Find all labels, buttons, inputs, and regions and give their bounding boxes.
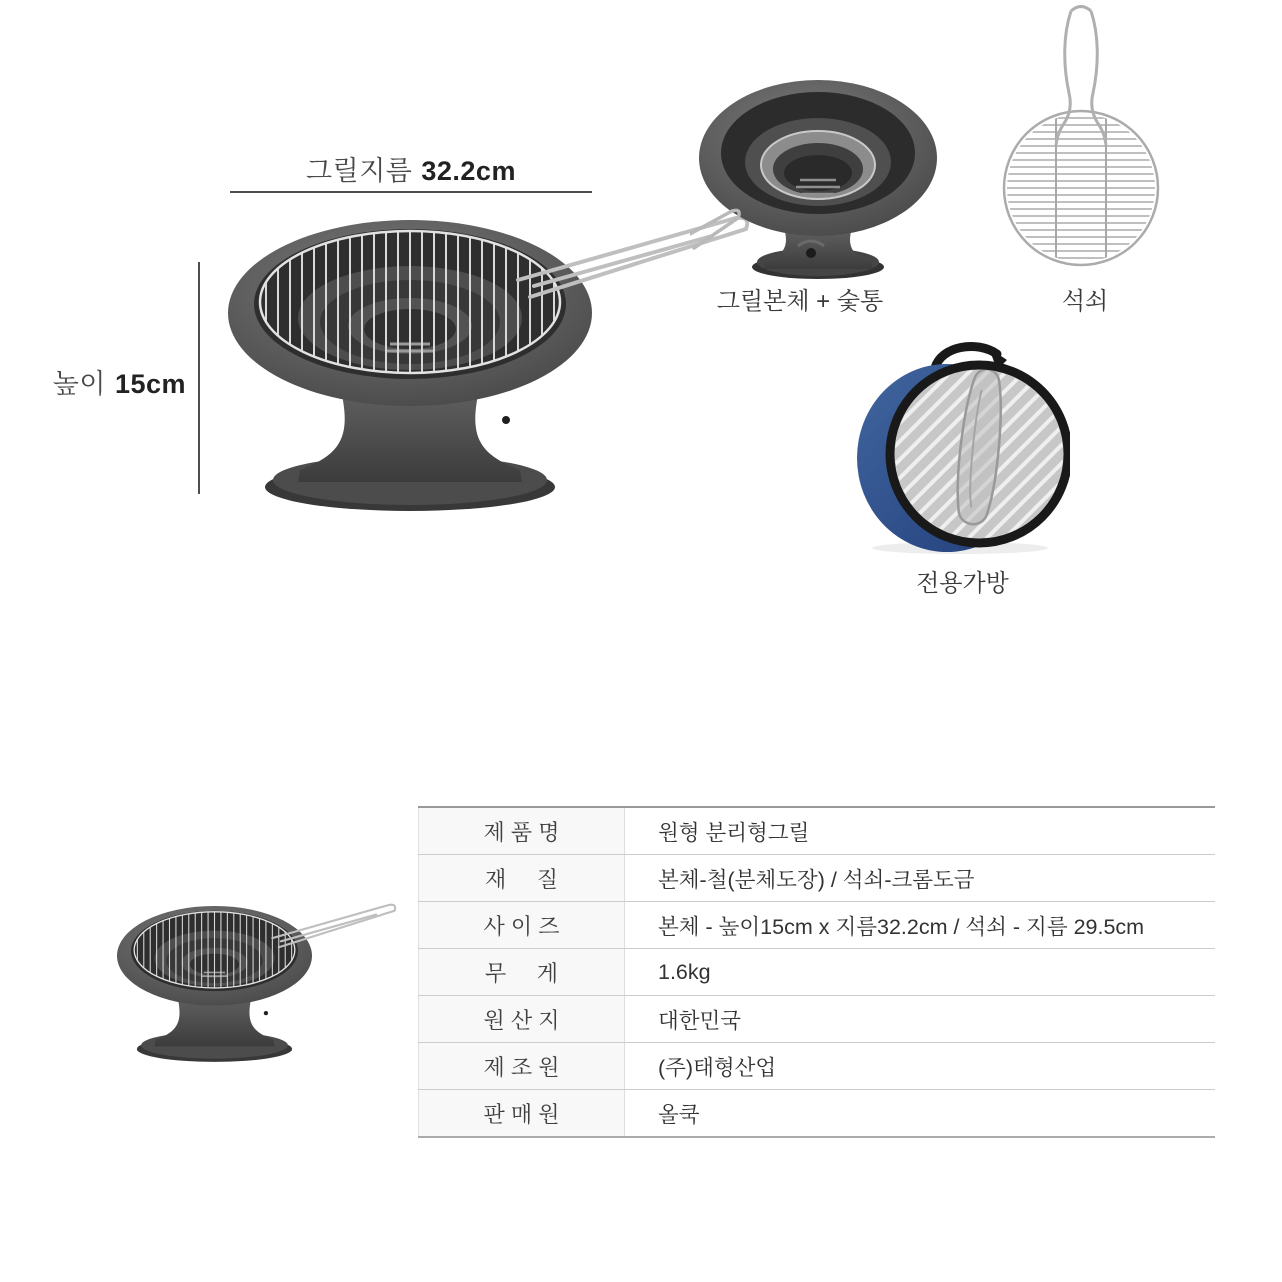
- spec-row-seller: [418, 1090, 1215, 1136]
- grate-label: 석쇠: [1061, 288, 1109, 315]
- spec-label: 제 품 명: [418, 808, 625, 854]
- diameter-dimension-label: 그릴지름: [306, 156, 413, 186]
- spec-label: 사 이 즈: [418, 902, 625, 948]
- main-grill-image: [200, 196, 760, 526]
- spec-label: 무 게: [418, 949, 625, 995]
- spec-value: 대한민국: [658, 1008, 742, 1033]
- spec-row-origin: [418, 996, 1215, 1043]
- spec-value: 본체-철(분체도장) / 석쇠-크롬도금: [658, 867, 975, 892]
- grill-body-image: [690, 70, 950, 280]
- spec-row-weight: [418, 949, 1215, 996]
- spec-row-material: [418, 855, 1215, 902]
- height-dimension-text: [30, 362, 186, 401]
- spec-row-manufacturer: [418, 1043, 1215, 1090]
- spec-label: 원 산 지: [418, 996, 625, 1042]
- spec-label: 재 질: [418, 855, 625, 901]
- spec-value: (주)태형산업: [658, 1055, 777, 1080]
- diameter-dimension-line: [230, 191, 592, 193]
- spec-row-product-name: [418, 808, 1215, 855]
- spec-value: 1.6kg: [658, 959, 711, 984]
- spec-table: [418, 806, 1215, 1138]
- height-dimension-label: 높이: [52, 369, 106, 399]
- spec-value: 본체 - 높이15cm x 지름32.2cm / 석쇠 - 지름 29.5cm: [658, 914, 1145, 939]
- carry-bag-label: 전용가방: [916, 570, 1009, 597]
- carry-bag-image: [855, 338, 1070, 556]
- spec-value: 올쿡: [658, 1102, 700, 1127]
- diameter-dimension-text: [230, 149, 592, 188]
- spec-value: 원형 분리형그릴: [658, 820, 810, 845]
- small-grill-image: [102, 893, 402, 1070]
- grate-image: [995, 5, 1175, 275]
- diameter-dimension-value: 32.2cm: [421, 156, 516, 186]
- height-dimension-value: 15cm: [114, 369, 186, 399]
- spec-row-size: [418, 902, 1215, 949]
- grill-body-label: 그릴본체 + 숯통: [716, 288, 884, 315]
- spec-label: 제 조 원: [418, 1043, 625, 1089]
- spec-label: 판 매 원: [418, 1090, 625, 1136]
